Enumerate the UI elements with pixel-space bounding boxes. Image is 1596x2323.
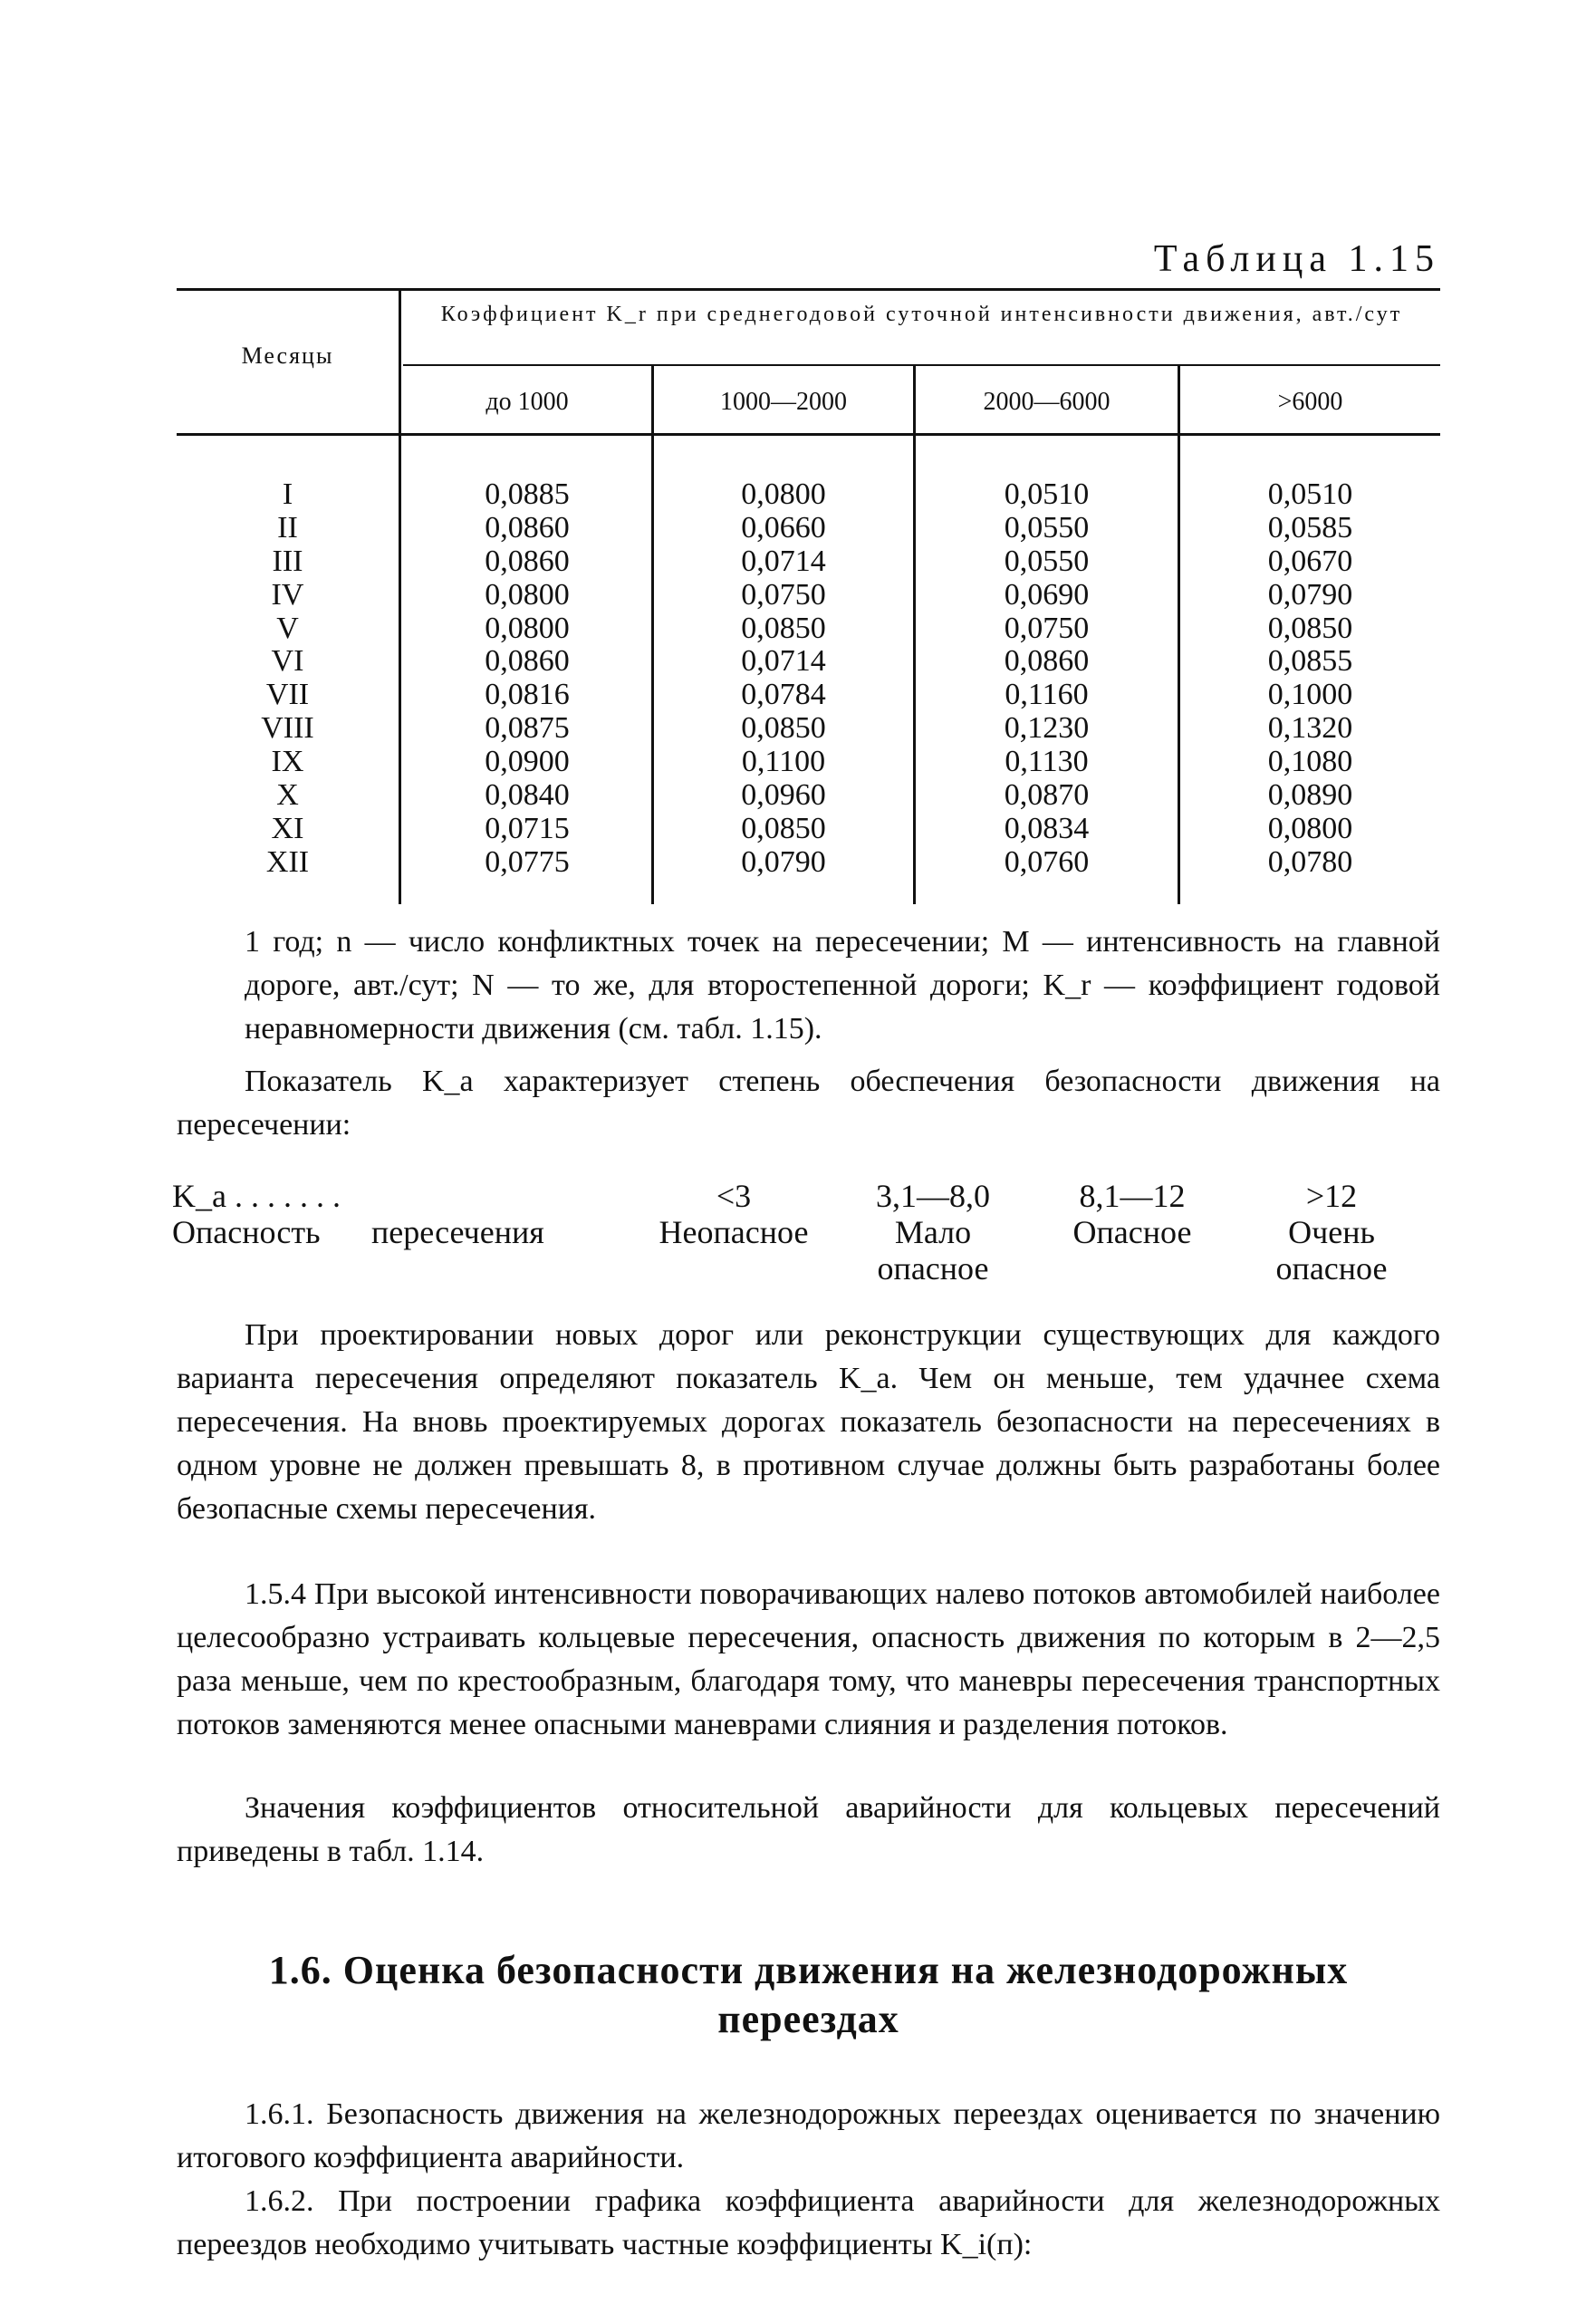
value-cell: 0,0855 xyxy=(1267,644,1353,679)
ka-scale-label: K_a . . . . . . . xyxy=(172,1178,341,1214)
value-cell: 0,0800 xyxy=(485,577,570,612)
paragraph-roundabouts: 1.5.4 При высокой интенсивности поворачивающих налево потоков автомобилей наиболее целесообразно устраивать кольцевые пересечения, опасность движения по которым в 2—2,5 раза меньше, чем по крестообразным, благодаря тому, что маневры пересечения транспортных потоков заменяются менее опасными маневрами слияния и разделения потоков. xyxy=(177,1577,1440,1741)
value-cell: 0,0850 xyxy=(1267,611,1353,645)
value-cell: 0,0800 xyxy=(1267,811,1353,845)
value-cell: 0,0780 xyxy=(1267,844,1353,879)
column-header: 1000—2000 xyxy=(720,388,847,416)
value-cell: 0,0510 xyxy=(1004,477,1090,511)
value-cell: 0,0960 xyxy=(741,778,826,813)
value-cell: 0,0850 xyxy=(741,811,826,845)
section-title: 1.6. Оценка безопасности движения на железнодорожных переездах xyxy=(268,1948,1349,2041)
paragraph-1-6-1: 1.6.1. Безопасность движения на железнодорожных переездах оценивается по значению итогового коэффициента аварийности. xyxy=(177,2097,1440,2174)
column-header: 2000—6000 xyxy=(983,388,1110,416)
value-cell: 0,1130 xyxy=(1005,745,1089,779)
value-cell: 0,0890 xyxy=(1267,778,1353,813)
value-cell: 0,1320 xyxy=(1267,711,1353,746)
value-cell: 0,0850 xyxy=(741,611,826,645)
month-cell: X xyxy=(276,778,299,813)
ka-danger-label: Опасность xyxy=(172,1214,321,1250)
table-caption: Таблица 1.15 xyxy=(1153,238,1440,280)
value-cell: 0,0690 xyxy=(1004,577,1090,612)
values-column xyxy=(654,478,913,880)
table-group-rule xyxy=(403,364,1440,366)
value-cell: 0,1230 xyxy=(1004,711,1090,746)
column-header: до 1000 xyxy=(486,388,569,416)
value-cell: 0,0800 xyxy=(741,477,826,511)
month-cell: VIII xyxy=(261,711,314,746)
month-cell: VI xyxy=(271,644,304,679)
value-cell: 0,0714 xyxy=(741,644,826,679)
value-cell: 0,0800 xyxy=(485,611,570,645)
column-header: >6000 xyxy=(1277,388,1343,416)
value-cell: 0,1100 xyxy=(741,745,826,779)
value-cell: 0,0860 xyxy=(485,644,570,679)
ka-danger-label-2: пересечения xyxy=(371,1214,544,1250)
value-cell: 0,0670 xyxy=(1267,544,1353,578)
paragraph-definitions: 1 год; n — число конфликтных точек на пересечении; M — интенсивность на главной дороге, авт./сут; N — то же, для второстепенной дороги; K_r — коэффициент годовой неравномерности движения (см. табл. 1.15). xyxy=(245,925,1440,1046)
value-cell: 0,0885 xyxy=(485,477,570,511)
value-cell: 0,0790 xyxy=(1267,577,1353,612)
group-header: Коэффициент K_r при среднегодовой суточной интенсивности движения, авт./сут xyxy=(440,303,1403,326)
value-cell: 0,0850 xyxy=(741,711,826,746)
month-cell: IV xyxy=(271,577,304,612)
values-column xyxy=(916,478,1178,880)
value-cell: 0,1160 xyxy=(1005,678,1089,712)
month-cell: I xyxy=(282,477,293,511)
ka-value: <3 xyxy=(716,1178,752,1214)
paragraph-coefficients: Значения коэффициентов относительной аварийности для кольцевых пересечений приведены в табл. 1.14. xyxy=(177,1791,1440,1868)
month-cell: III xyxy=(272,544,303,578)
values-column xyxy=(1180,478,1440,880)
value-cell: 0,0834 xyxy=(1004,811,1090,845)
value-cell: 0,0875 xyxy=(485,711,570,746)
ka-level: Очень опасное xyxy=(1275,1214,1388,1287)
value-cell: 0,0550 xyxy=(1004,510,1090,545)
value-cell: 0,0860 xyxy=(1004,644,1090,679)
value-cell: 0,0660 xyxy=(741,510,826,545)
month-cell: IX xyxy=(271,745,304,779)
paragraph-design: При проектировании новых дорог или реконструкции существующих для каждого варианта пересечения определяют показатель K_a. Чем он меньше, тем удачнее схема пересечения. На вновь проектируемых дорогах показатель безопасности на пересечениях в одном уровне не должен превышать 8, в противном случае должны быть разработаны более безопасные схемы пересечения. xyxy=(177,1318,1440,1526)
value-cell: 0,0750 xyxy=(741,577,826,612)
value-cell: 0,0585 xyxy=(1267,510,1353,545)
value-cell: 0,0860 xyxy=(485,510,570,545)
value-cell: 0,0840 xyxy=(485,778,570,813)
value-cell: 0,0860 xyxy=(485,544,570,578)
values-column xyxy=(403,478,651,880)
ka-value: 8,1—12 xyxy=(1079,1178,1186,1214)
value-cell: 0,1000 xyxy=(1267,678,1353,712)
value-cell: 0,0790 xyxy=(741,844,826,879)
months-column xyxy=(177,478,399,880)
value-cell: 0,0900 xyxy=(485,745,570,779)
value-cell: 0,0816 xyxy=(485,678,570,712)
ka-value: 3,1—8,0 xyxy=(876,1178,990,1214)
value-cell: 0,0750 xyxy=(1004,611,1090,645)
value-cell: 0,1080 xyxy=(1267,745,1353,779)
value-cell: 0,0714 xyxy=(741,544,826,578)
months-header: Месяцы xyxy=(241,342,334,369)
paragraph-1-6-2: 1.6.2. При построении графика коэффициента аварийности для железнодорожных переездов необходимо учитывать частные коэффициенты K_i(п): xyxy=(177,2184,1440,2261)
table-header-rule xyxy=(177,433,1440,436)
paragraph-ka-intro: Показатель K_a характеризует степень обеспечения безопасности движения на пересечении: xyxy=(177,1065,1440,1142)
month-cell: V xyxy=(276,611,299,645)
ka-level: Опасное xyxy=(1072,1214,1192,1250)
ka-value: >12 xyxy=(1305,1178,1358,1214)
month-cell: VII xyxy=(265,678,310,712)
table-top-rule xyxy=(177,288,1440,291)
table-vrule xyxy=(399,288,401,904)
month-cell: XII xyxy=(265,844,310,879)
month-cell: II xyxy=(277,510,298,545)
value-cell: 0,0775 xyxy=(485,844,570,879)
value-cell: 0,0550 xyxy=(1004,544,1090,578)
value-cell: 0,0715 xyxy=(485,811,570,845)
coefficient-table xyxy=(177,288,1440,909)
value-cell: 0,0510 xyxy=(1267,477,1353,511)
value-cell: 0,0760 xyxy=(1004,844,1090,879)
month-cell: XI xyxy=(271,811,304,845)
ka-level: Мало опасное xyxy=(877,1214,989,1287)
ka-level: Неопасное xyxy=(659,1214,809,1250)
value-cell: 0,0784 xyxy=(741,678,826,712)
value-cell: 0,0870 xyxy=(1004,778,1090,813)
